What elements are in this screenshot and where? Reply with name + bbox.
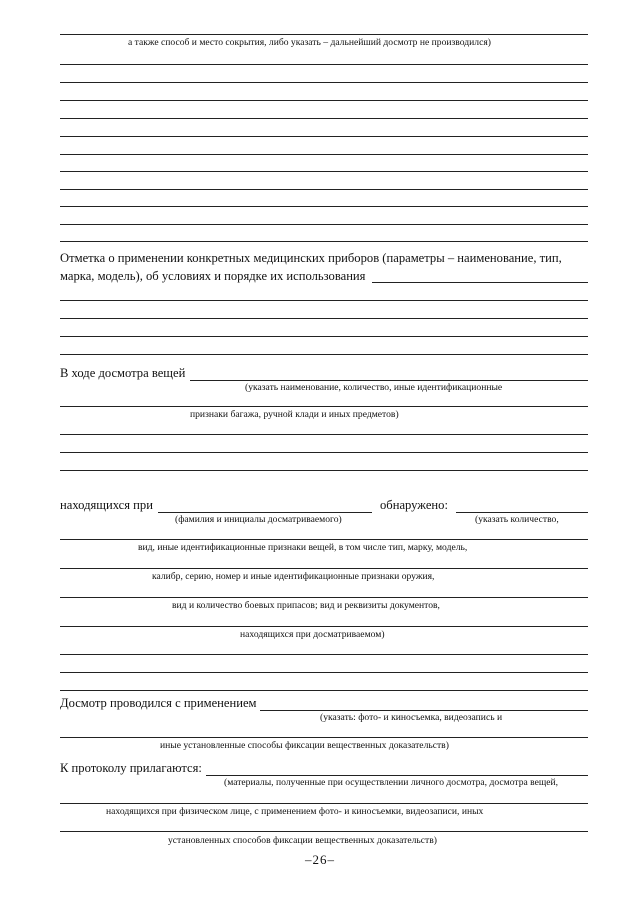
found-label: обнаружено: bbox=[380, 498, 448, 512]
blank-line[interactable] bbox=[60, 406, 588, 407]
blank-line[interactable] bbox=[60, 690, 588, 691]
blank-line[interactable] bbox=[60, 118, 588, 119]
blank-line[interactable] bbox=[60, 34, 588, 35]
attachments-field[interactable] bbox=[206, 775, 588, 776]
blank-line[interactable] bbox=[60, 171, 588, 172]
blank-line[interactable] bbox=[60, 434, 588, 435]
blank-line[interactable] bbox=[60, 189, 588, 190]
attachments-hint-2: находящихся при физическом лице, с применением фото- и киносъемки, видеозаписи, иных bbox=[106, 806, 484, 817]
inspection-label: В ходе досмотра вещей bbox=[60, 366, 186, 380]
attachments-hint-3: установленных способов фиксации вещественных доказательств) bbox=[168, 835, 437, 846]
inspection-hint: (указать наименование, количество, иные идентификационные bbox=[245, 382, 503, 393]
found-hint-3: вид и количество боевых припасов; вид и реквизиты документов, bbox=[172, 600, 440, 611]
blank-line[interactable] bbox=[60, 672, 588, 673]
page-number: –26– bbox=[305, 852, 335, 867]
blank-line[interactable] bbox=[60, 452, 588, 453]
blank-line[interactable] bbox=[60, 241, 588, 242]
person-name-field[interactable] bbox=[158, 512, 372, 513]
inspection-hint-2: признаки багажа, ручной клади и иных предметов) bbox=[190, 409, 399, 420]
found-at-label: находящихся при bbox=[60, 498, 153, 512]
blank-line[interactable] bbox=[60, 539, 588, 540]
person-name-hint: (фамилия и инициалы досматриваемого) bbox=[175, 514, 342, 525]
blank-line[interactable] bbox=[60, 64, 588, 65]
blank-line[interactable] bbox=[60, 354, 588, 355]
recording-hint-2: иные установленные способы фиксации вещественных доказательств) bbox=[160, 740, 449, 751]
found-hint-4: находящихся при досматриваемом) bbox=[240, 629, 385, 640]
blank-line[interactable] bbox=[60, 831, 588, 832]
blank-line[interactable] bbox=[60, 318, 588, 319]
recording-label: Досмотр проводился с применением bbox=[60, 696, 257, 710]
inspection-field[interactable] bbox=[190, 380, 588, 381]
blank-line[interactable] bbox=[60, 82, 588, 83]
blank-line[interactable] bbox=[60, 803, 588, 804]
recording-field[interactable] bbox=[260, 710, 588, 711]
blank-line[interactable] bbox=[60, 300, 588, 301]
medical-devices-text-2: марка, модель), об условиях и порядке их использования bbox=[60, 269, 366, 283]
blank-line[interactable] bbox=[60, 100, 588, 101]
blank-line[interactable] bbox=[60, 568, 588, 569]
attachments-label: К протоколу прилагаются: bbox=[60, 761, 202, 775]
medical-devices-text: Отметка о применении конкретных медицинских приборов (параметры – наименование, тип, bbox=[60, 251, 562, 265]
recording-hint: (указать: фото- и киносъемка, видеозапись и bbox=[320, 712, 503, 723]
blank-line[interactable] bbox=[60, 206, 588, 207]
found-field[interactable] bbox=[456, 512, 588, 513]
hint-concealment: а также способ и место сокрытия, либо указать – дальнейший досмотр не производился) bbox=[128, 37, 491, 48]
blank-line[interactable] bbox=[60, 470, 588, 471]
found-hint-1: вид, иные идентификационные признаки вещей, в том числе тип, марку, модель, bbox=[138, 542, 468, 553]
medical-devices-field[interactable] bbox=[372, 282, 588, 283]
blank-line[interactable] bbox=[60, 336, 588, 337]
blank-line[interactable] bbox=[60, 737, 588, 738]
attachments-hint: (материалы, полученные при осуществлении личного досмотра, досмотра вещей, bbox=[224, 777, 559, 788]
blank-line[interactable] bbox=[60, 597, 588, 598]
quantity-hint: (указать количество, bbox=[475, 514, 559, 525]
blank-line[interactable] bbox=[60, 654, 588, 655]
found-hint-2: калибр, серию, номер и иные идентификационные признаки оружия, bbox=[152, 571, 435, 582]
blank-line[interactable] bbox=[60, 154, 588, 155]
blank-line[interactable] bbox=[60, 224, 588, 225]
blank-line[interactable] bbox=[60, 626, 588, 627]
blank-line[interactable] bbox=[60, 136, 588, 137]
